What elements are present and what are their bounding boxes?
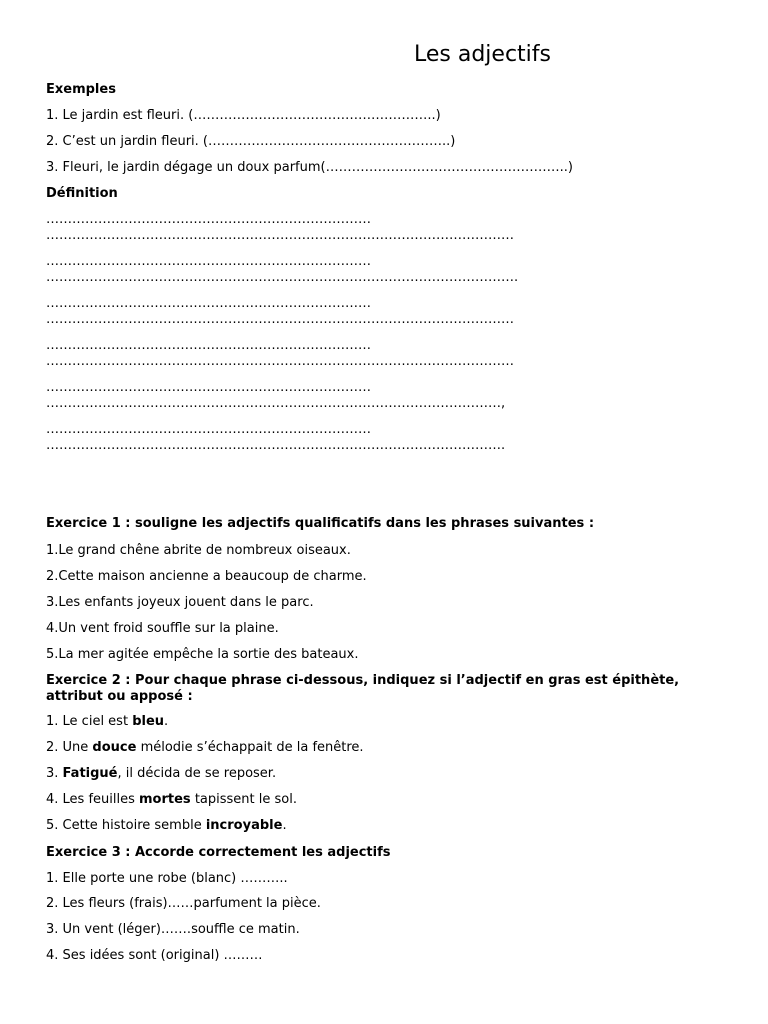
definition-line-9: ………………………………………………………………… bbox=[46, 380, 371, 395]
exercise2-item-1 bbox=[46, 714, 168, 730]
exercise3-item-4: 4. Ses idées sont (original) ……… bbox=[46, 948, 263, 963]
examples-heading: Exemples bbox=[46, 82, 116, 97]
definition-line-5: ………………………………………………………………… bbox=[46, 296, 371, 311]
exercise2-item-5 bbox=[46, 818, 287, 834]
definition-line-12: ……………………………………………………………………………………………. bbox=[46, 438, 506, 453]
exercise2-bold-adjective: mortes bbox=[139, 792, 191, 807]
exercise3-item-1: 1. Elle porte une robe (blanc) ……….. bbox=[46, 871, 288, 886]
definition-line-7: ………………………………………………………………… bbox=[46, 338, 371, 353]
exercise3-item-3: 3. Un vent (léger)…….souffle ce matin. bbox=[46, 922, 300, 937]
definition-heading: Définition bbox=[46, 186, 118, 201]
exercise2-item-text: 5. Cette histoire semble bbox=[46, 818, 206, 833]
exercise2-item-text: 2. Une bbox=[46, 740, 93, 755]
exercise3-item-2: 2. Les fleurs (frais)……parfument la pièce. bbox=[46, 896, 321, 911]
exercise2-bold-adjective: bleu bbox=[132, 714, 165, 729]
definition-line-2: ……………………………………………………………………………………………… bbox=[46, 228, 514, 243]
exercise2-item-text: , il décida de se reposer. bbox=[117, 766, 277, 781]
exercise2-item-text: 1. Le ciel est bbox=[46, 714, 133, 729]
exercise2-item-4 bbox=[46, 792, 297, 808]
exercise1-item-1: 1.Le grand chêne abrite de nombreux oiseaux. bbox=[46, 543, 351, 558]
exercise3-heading: Exercice 3 : Accorde correctement les adjectifs bbox=[46, 845, 391, 860]
exercise2-bold-adjective: incroyable bbox=[205, 818, 283, 833]
exercise1-item-5: 5.La mer agitée empêche la sortie des bateaux. bbox=[46, 647, 359, 662]
exercise2-item-text: 4. Les feuilles bbox=[46, 792, 140, 807]
exercise1-item-3: 3.Les enfants joyeux jouent dans le parc. bbox=[46, 595, 314, 610]
definition-line-3: ………………………………………………………………… bbox=[46, 254, 371, 269]
exercise2-item-text: tapissent le sol. bbox=[190, 792, 297, 807]
exercise2-item-text: mélodie s’échappait de la fenêtre. bbox=[136, 740, 364, 755]
page-title: Les adjectifs bbox=[414, 42, 551, 67]
exercise1-heading: Exercice 1 : souligne les adjectifs qualificatifs dans les phrases suivantes : bbox=[46, 516, 595, 531]
definition-line-1: ………………………………………………………………… bbox=[46, 212, 371, 227]
example-item-2: 2. C’est un jardin fleuri. (………………………………………………..) bbox=[46, 134, 456, 149]
exercise1-item-2: 2.Cette maison ancienne a beaucoup de charme. bbox=[46, 569, 367, 584]
exercise2-bold-adjective: Fatigué bbox=[62, 766, 118, 781]
definition-line-4: ………………………………………………………………………………………………. bbox=[46, 270, 519, 285]
exercise2-item-3 bbox=[46, 766, 276, 782]
definition-line-8: ……………………………………………………………………………………………… bbox=[46, 354, 514, 369]
exercise2-item-text: . bbox=[282, 818, 287, 833]
exercise2-item-2 bbox=[46, 740, 364, 756]
definition-line-10: ……………………………………………………………………………………………, bbox=[46, 396, 506, 411]
definition-line-6: ……………………………………………………………………………………………… bbox=[46, 312, 514, 327]
exercise2-heading: Exercice 2 : Pour chaque phrase ci-dessous, indiquez si l’adjectif en gras est épithète, attribut ou apposé : bbox=[46, 673, 680, 704]
exercise2-bold-adjective: douce bbox=[92, 740, 137, 755]
example-item-1: 1. Le jardin est fleuri. (………………………………………………..) bbox=[46, 108, 441, 123]
definition-line-11: ………………………………………………………………… bbox=[46, 422, 371, 437]
exercise2-item-text: . bbox=[164, 714, 169, 729]
exercise2-item-text: 3. bbox=[46, 766, 63, 781]
exercise1-item-4: 4.Un vent froid souffle sur la plaine. bbox=[46, 621, 279, 636]
example-item-3: 3. Fleuri, le jardin dégage un doux parfum(………………………………………………..) bbox=[46, 160, 573, 175]
